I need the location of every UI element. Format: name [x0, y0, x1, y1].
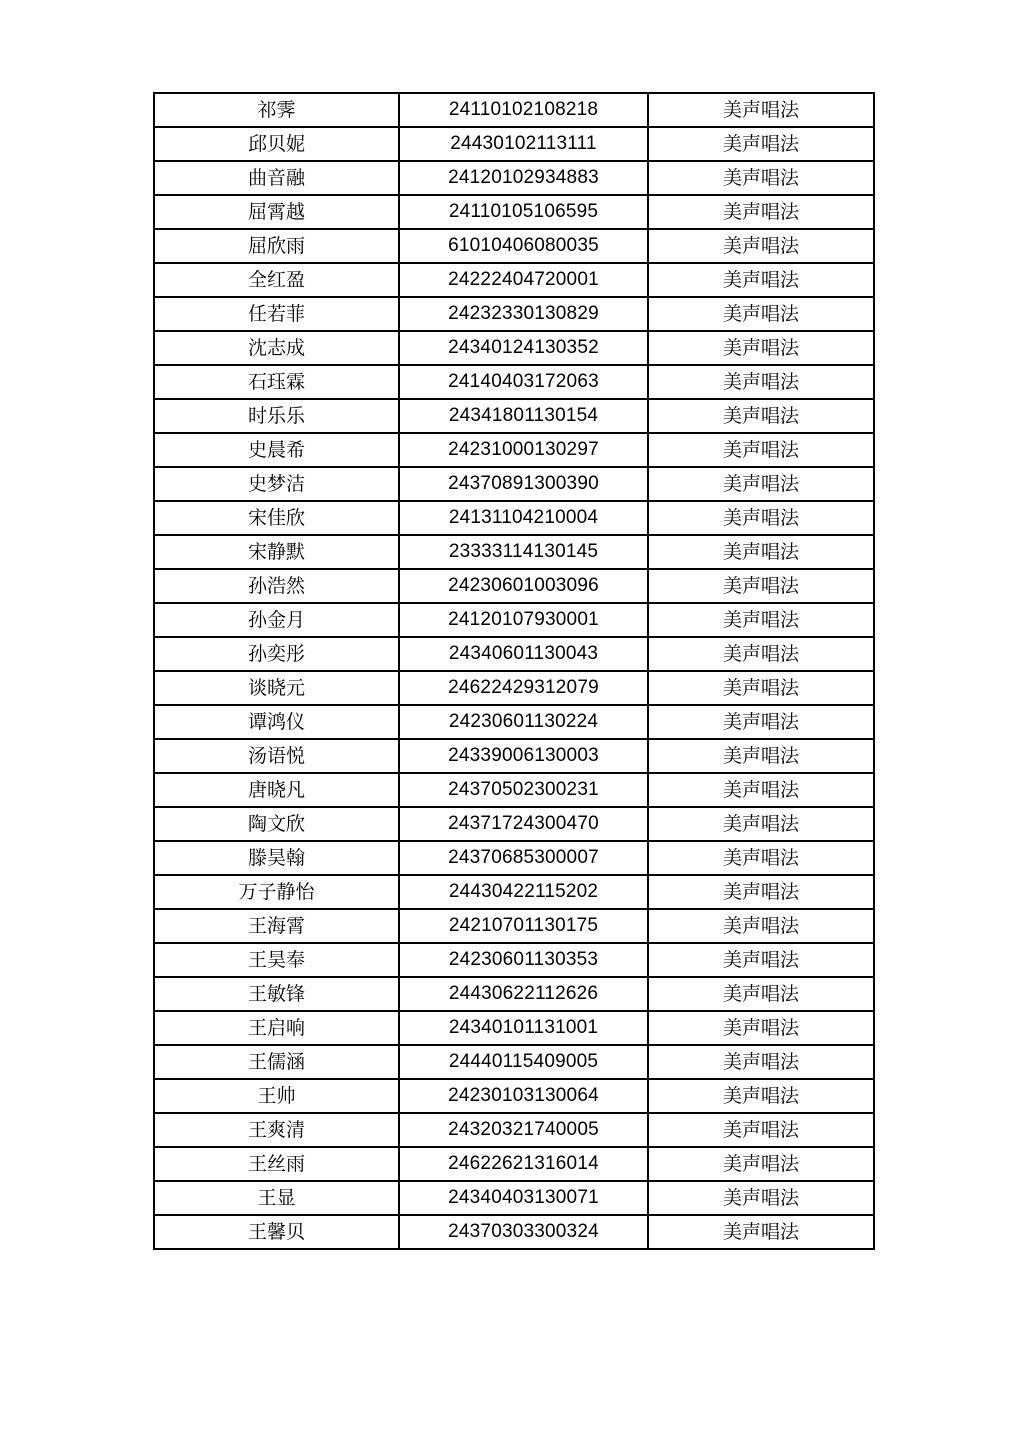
student-name-cell: 任若菲: [154, 297, 399, 331]
exam-number-cell: 24340403130071: [399, 1181, 648, 1215]
major-cell: 美声唱法: [648, 1045, 874, 1079]
exam-number-cell: 24230601003096: [399, 569, 648, 603]
exam-number-cell: 24210701130175: [399, 909, 648, 943]
exam-number-cell: 24340124130352: [399, 331, 648, 365]
exam-number-cell: 24370685300007: [399, 841, 648, 875]
table-row: [154, 1215, 874, 1249]
exam-number-cell: 61010406080035: [399, 229, 648, 263]
major-cell: 美声唱法: [648, 195, 874, 229]
student-name-cell: 王昊奉: [154, 943, 399, 977]
major-cell: 美声唱法: [648, 365, 874, 399]
major-cell: 美声唱法: [648, 1147, 874, 1181]
major-cell: 美声唱法: [648, 467, 874, 501]
major-cell: 美声唱法: [648, 127, 874, 161]
table-row: [154, 909, 874, 943]
roster-body: [154, 93, 874, 1249]
exam-number-cell: 24430102113111: [399, 127, 648, 161]
table-row: [154, 93, 874, 127]
major-cell: 美声唱法: [648, 1113, 874, 1147]
student-name-cell: 孙浩然: [154, 569, 399, 603]
student-name-cell: 陶文欣: [154, 807, 399, 841]
exam-number-cell: 24120107930001: [399, 603, 648, 637]
table-row: [154, 637, 874, 671]
exam-number-cell: 24341801130154: [399, 399, 648, 433]
exam-number-cell: 24140403172063: [399, 365, 648, 399]
exam-number-cell: 24110102108218: [399, 93, 648, 127]
table-row: [154, 1113, 874, 1147]
table-row: [154, 365, 874, 399]
exam-number-cell: 24371724300470: [399, 807, 648, 841]
table-row: [154, 671, 874, 705]
student-name-cell: 谭鸿仪: [154, 705, 399, 739]
major-cell: 美声唱法: [648, 671, 874, 705]
student-name-cell: 石珏霖: [154, 365, 399, 399]
exam-number-cell: 24320321740005: [399, 1113, 648, 1147]
table-row: [154, 195, 874, 229]
exam-number-cell: 24231000130297: [399, 433, 648, 467]
table-row: [154, 535, 874, 569]
table-row: [154, 739, 874, 773]
exam-number-cell: 24232330130829: [399, 297, 648, 331]
student-name-cell: 时乐乐: [154, 399, 399, 433]
exam-number-cell: 24340601130043: [399, 637, 648, 671]
exam-number-cell: 24230601130224: [399, 705, 648, 739]
student-name-cell: 王启响: [154, 1011, 399, 1045]
student-name-cell: 史梦洁: [154, 467, 399, 501]
table-row: [154, 705, 874, 739]
exam-number-cell: 24120102934883: [399, 161, 648, 195]
table-row: [154, 841, 874, 875]
student-roster-table: [153, 92, 875, 1250]
major-cell: 美声唱法: [648, 943, 874, 977]
table-row: [154, 127, 874, 161]
exam-number-cell: 24230103130064: [399, 1079, 648, 1113]
table-row: [154, 1045, 874, 1079]
exam-number-cell: 24622621316014: [399, 1147, 648, 1181]
student-name-cell: 王丝雨: [154, 1147, 399, 1181]
table-row: [154, 977, 874, 1011]
major-cell: 美声唱法: [648, 1181, 874, 1215]
major-cell: 美声唱法: [648, 1215, 874, 1249]
table-row: [154, 875, 874, 909]
major-cell: 美声唱法: [648, 331, 874, 365]
major-cell: 美声唱法: [648, 603, 874, 637]
student-name-cell: 王帅: [154, 1079, 399, 1113]
table-row: [154, 1079, 874, 1113]
table-row: [154, 807, 874, 841]
student-name-cell: 孙奕彤: [154, 637, 399, 671]
student-name-cell: 祁霁: [154, 93, 399, 127]
student-name-cell: 汤语悦: [154, 739, 399, 773]
table-row: [154, 297, 874, 331]
exam-number-cell: 24370303300324: [399, 1215, 648, 1249]
table-row: [154, 1011, 874, 1045]
exam-number-cell: 24222404720001: [399, 263, 648, 297]
major-cell: 美声唱法: [648, 297, 874, 331]
student-name-cell: 王敏锋: [154, 977, 399, 1011]
student-name-cell: 史晨希: [154, 433, 399, 467]
student-name-cell: 王爽清: [154, 1113, 399, 1147]
exam-number-cell: 23333114130145: [399, 535, 648, 569]
table-row: [154, 773, 874, 807]
student-name-cell: 王显: [154, 1181, 399, 1215]
exam-number-cell: 24339006130003: [399, 739, 648, 773]
table-row: [154, 603, 874, 637]
student-name-cell: 沈志成: [154, 331, 399, 365]
student-name-cell: 全红盈: [154, 263, 399, 297]
table-row: [154, 569, 874, 603]
major-cell: 美声唱法: [648, 433, 874, 467]
student-name-cell: 邱贝妮: [154, 127, 399, 161]
exam-number-cell: 24230601130353: [399, 943, 648, 977]
student-name-cell: 滕昊翰: [154, 841, 399, 875]
major-cell: 美声唱法: [648, 229, 874, 263]
student-name-cell: 唐晓凡: [154, 773, 399, 807]
student-name-cell: 王儒涵: [154, 1045, 399, 1079]
exam-number-cell: 24430622112626: [399, 977, 648, 1011]
student-name-cell: 万子静怡: [154, 875, 399, 909]
major-cell: 美声唱法: [648, 1079, 874, 1113]
table-row: [154, 263, 874, 297]
student-name-cell: 孙金月: [154, 603, 399, 637]
student-name-cell: 王海霄: [154, 909, 399, 943]
table-row: [154, 501, 874, 535]
table-row: [154, 943, 874, 977]
exam-number-cell: 24370502300231: [399, 773, 648, 807]
student-name-cell: 曲音融: [154, 161, 399, 195]
major-cell: 美声唱法: [648, 773, 874, 807]
table-row: [154, 331, 874, 365]
major-cell: 美声唱法: [648, 705, 874, 739]
table-row: [154, 467, 874, 501]
student-name-cell: 王馨贝: [154, 1215, 399, 1249]
major-cell: 美声唱法: [648, 1011, 874, 1045]
major-cell: 美声唱法: [648, 909, 874, 943]
major-cell: 美声唱法: [648, 535, 874, 569]
major-cell: 美声唱法: [648, 875, 874, 909]
exam-number-cell: 24430422115202: [399, 875, 648, 909]
major-cell: 美声唱法: [648, 93, 874, 127]
student-name-cell: 屈欣雨: [154, 229, 399, 263]
exam-number-cell: 24622429312079: [399, 671, 648, 705]
table-row: [154, 161, 874, 195]
major-cell: 美声唱法: [648, 807, 874, 841]
exam-number-cell: 24131104210004: [399, 501, 648, 535]
exam-number-cell: 24110105106595: [399, 195, 648, 229]
major-cell: 美声唱法: [648, 399, 874, 433]
student-name-cell: 宋静默: [154, 535, 399, 569]
major-cell: 美声唱法: [648, 637, 874, 671]
table-row: [154, 229, 874, 263]
major-cell: 美声唱法: [648, 263, 874, 297]
exam-number-cell: 24370891300390: [399, 467, 648, 501]
exam-number-cell: 24440115409005: [399, 1045, 648, 1079]
table-row: [154, 1181, 874, 1215]
major-cell: 美声唱法: [648, 161, 874, 195]
table-row: [154, 399, 874, 433]
major-cell: 美声唱法: [648, 739, 874, 773]
table-row: [154, 1147, 874, 1181]
table-row: [154, 433, 874, 467]
student-name-cell: 屈霄越: [154, 195, 399, 229]
major-cell: 美声唱法: [648, 841, 874, 875]
major-cell: 美声唱法: [648, 977, 874, 1011]
student-name-cell: 宋佳欣: [154, 501, 399, 535]
major-cell: 美声唱法: [648, 501, 874, 535]
student-name-cell: 谈晓元: [154, 671, 399, 705]
major-cell: 美声唱法: [648, 569, 874, 603]
exam-number-cell: 24340101131001: [399, 1011, 648, 1045]
